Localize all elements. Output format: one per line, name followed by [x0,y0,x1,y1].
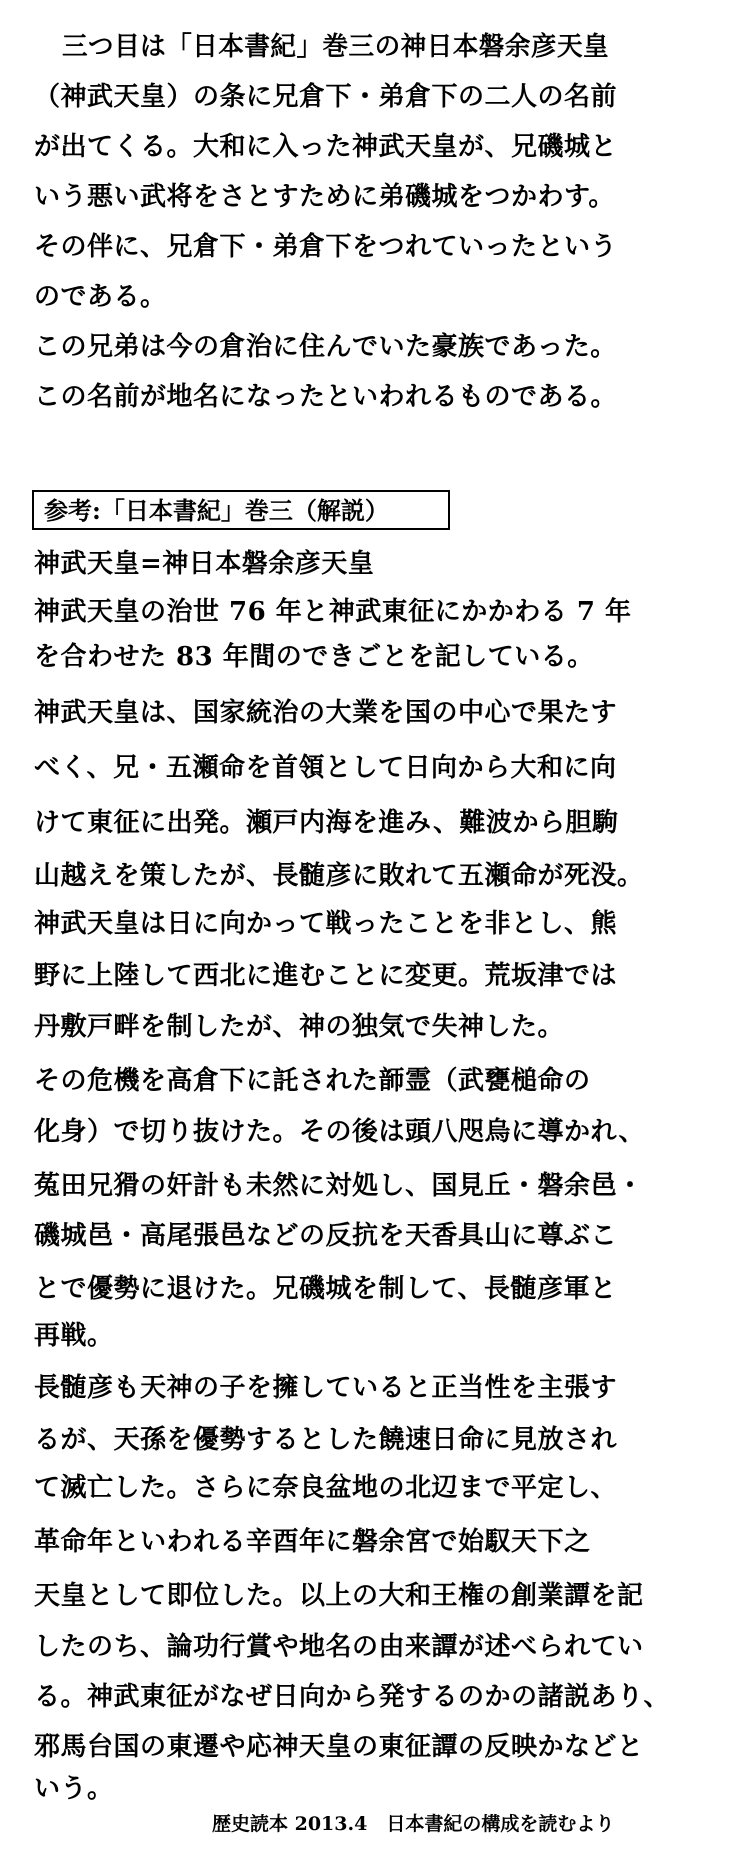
text-line: 神武天皇の治世 76 年と神武東征にかかわる 7 年 [34,597,632,627]
text-line: けて東征に出発。瀬戸内海を進み、難波から胆駒 [34,808,619,838]
reference-title-box [32,490,450,530]
reference-title: 参考:「日本書紀」巻三（解説） [44,496,389,525]
text-line: したのち、論功行賞や地名の由来譚が述べられてい [34,1632,644,1662]
text-line: のである。 [34,282,167,312]
text-line: 邪馬台国の東遷や応神天皇の東征譚の反映かなどと [34,1732,644,1762]
text-line: 長髄彦も天神の子を擁していると正当性を主張す [34,1373,618,1403]
source-citation: 歴史読本 2013.4 日本書紀の構成を読むより [212,1813,615,1835]
text-line: 再戦。 [34,1321,114,1351]
text-line: その危機を高倉下に託された韴霊（武甕槌命の [34,1066,591,1096]
text-line: て滅亡した。さらに奈良盆地の北辺まで平定し、 [34,1473,618,1503]
text-line: を合わせた 83 年間のできごとを記している。 [34,642,594,672]
text-line: いう。 [34,1774,114,1804]
text-line: その伴に、兄倉下・弟倉下をつれていったという [34,232,618,262]
text-line: 神武天皇は日に向かって戦ったことを非とし、熊 [34,909,618,939]
text-line: （神武天皇）の条に兄倉下・弟倉下の二人の名前 [34,82,618,112]
text-line: 天皇として即位した。以上の大和王権の創業譚を記 [34,1581,644,1611]
text-line: るが、天孫を優勢するとした饒速日命に見放され [34,1425,618,1455]
text-line: とで優勢に退けた。兄磯城を制して、長髄彦軍と [34,1274,617,1304]
text-line: いう悪い武将をさとすために弟磯城をつかわす。 [34,182,615,212]
text-line: 神武天皇=神日本磐余彦天皇 [34,549,375,579]
text-line: 丹敷戸畔を制したが、神の独気で失神した。 [34,1012,565,1042]
text-line: る。神武東征がなぜ日向から発するのかの諸説あり、 [34,1682,671,1712]
text-line: 菟田兄猾の奸計も未然に対処し、国見丘・磐余邑・ [34,1171,644,1201]
text-line: 革命年といわれる辛酉年に磐余宮で始馭天下之 [34,1527,591,1557]
text-line: この名前が地名になったといわれるものである。 [34,382,618,412]
text-line: べく、兄・五瀬命を首領として日向から大和に向 [34,753,617,783]
text-line: 三つ目は「日本書紀」巻三の神日本磐余彦天皇 [62,32,610,62]
text-line: この兄弟は今の倉治に住んでいた豪族であった。 [34,332,617,362]
text-line: 野に上陸して西北に進むことに変更。荒坂津では [34,961,618,991]
text-line: 神武天皇は、国家統治の大業を国の中心で果たす [34,698,618,728]
text-line: 磯城邑・高尾張邑などの反抗を天香具山に尊ぶこ [34,1221,618,1251]
text-line: が出てくる。大和に入った神武天皇が、兄磯城と [34,132,618,162]
text-line: 化身）で切り抜けた。その後は頭八咫烏に導かれ、 [34,1117,646,1147]
text-line: 山越えを策したが、長髄彦に敗れて五瀬命が死没。 [34,861,644,891]
